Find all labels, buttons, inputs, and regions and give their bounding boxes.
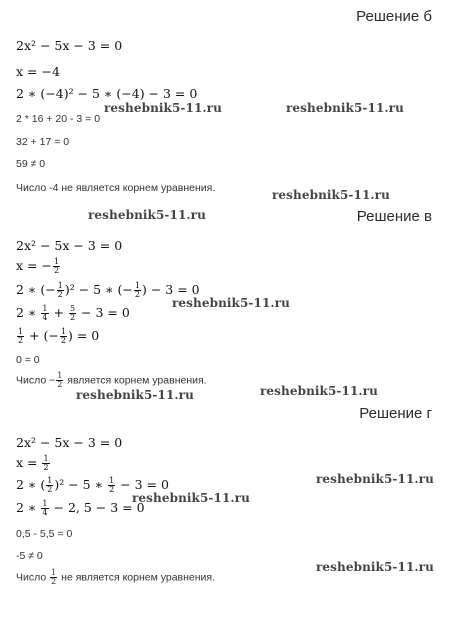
watermark: reshebnik5-11.ru <box>88 208 206 222</box>
substitution-g: 2 ∗ ( $\frac{1}{2}$ )² − 5 ∗ $\frac{1}{2}$ − 3 = 0 <box>16 476 169 494</box>
watermark: reshebnik5-11.ru <box>316 472 434 486</box>
equation-b: 2x² − 5x − 3 = 0 <box>16 38 123 53</box>
substitution-b: 2 ∗ (−4)² − 5 ∗ (−4) − 3 = 0 <box>16 86 198 101</box>
step-1-g: 2 ∗ $\frac{1}{4}$ − 2, 5 − 3 = 0 <box>16 499 145 517</box>
watermark: reshebnik5-11.ru <box>172 296 290 310</box>
watermark: reshebnik5-11.ru <box>286 101 404 115</box>
step-2-v: $\frac{1}{2}$ + (− $\frac{1}{2}$ ) = 0 <box>18 327 100 345</box>
step-3-g: -5 ≠ 0 <box>16 550 43 562</box>
watermark: reshebnik5-11.ru <box>260 384 378 398</box>
conclusion-v: Число − $\frac{1}{2}$ является корнем уравнения. <box>16 371 207 389</box>
step-2-b: 32 + 17 = 0 <box>16 136 70 148</box>
step-2-g: 0,5 - 5,5 = 0 <box>16 528 73 540</box>
watermark: reshebnik5-11.ru <box>76 388 194 402</box>
section-title-b: Решение б <box>356 8 432 25</box>
step-1-v: 2 ∗ $\frac{1}{4}$ + $\frac{5}{2}$ − 3 = 0 <box>16 304 130 322</box>
x-value-b: x = −4 <box>16 64 60 79</box>
equation-g: 2x² − 5x − 3 = 0 <box>16 435 123 450</box>
equation-v: 2x² − 5x − 3 = 0 <box>16 238 123 253</box>
section-title-g: Решение г <box>359 405 432 422</box>
conclusion-g: Число $\frac{1}{2}$ не является корнем уравнения. <box>16 568 216 586</box>
watermark: reshebnik5-11.ru <box>104 101 222 115</box>
section-title-v: Решение в <box>356 208 432 225</box>
step-3-b: 59 ≠ 0 <box>16 158 46 170</box>
step-3-v: 0 = 0 <box>16 354 40 366</box>
x-value-g: x = $\frac{1}{2}$ <box>16 454 49 472</box>
watermark: reshebnik5-11.ru <box>132 491 250 505</box>
step-1-b: 2 * 16 + 20 - 3 = 0 <box>16 113 101 125</box>
watermark: reshebnik5-11.ru <box>272 188 390 202</box>
substitution-v: 2 ∗ (− $\frac{1}{2}$ )² − 5 ∗ (− $\frac{1}{2}$ ) − 3 = 0 <box>16 281 200 299</box>
watermark: reshebnik5-11.ru <box>316 560 434 574</box>
conclusion-b: Число -4 не является корнем уравнения. <box>16 182 216 194</box>
x-value-v: x = − $\frac{1}{2}$ <box>16 257 60 275</box>
